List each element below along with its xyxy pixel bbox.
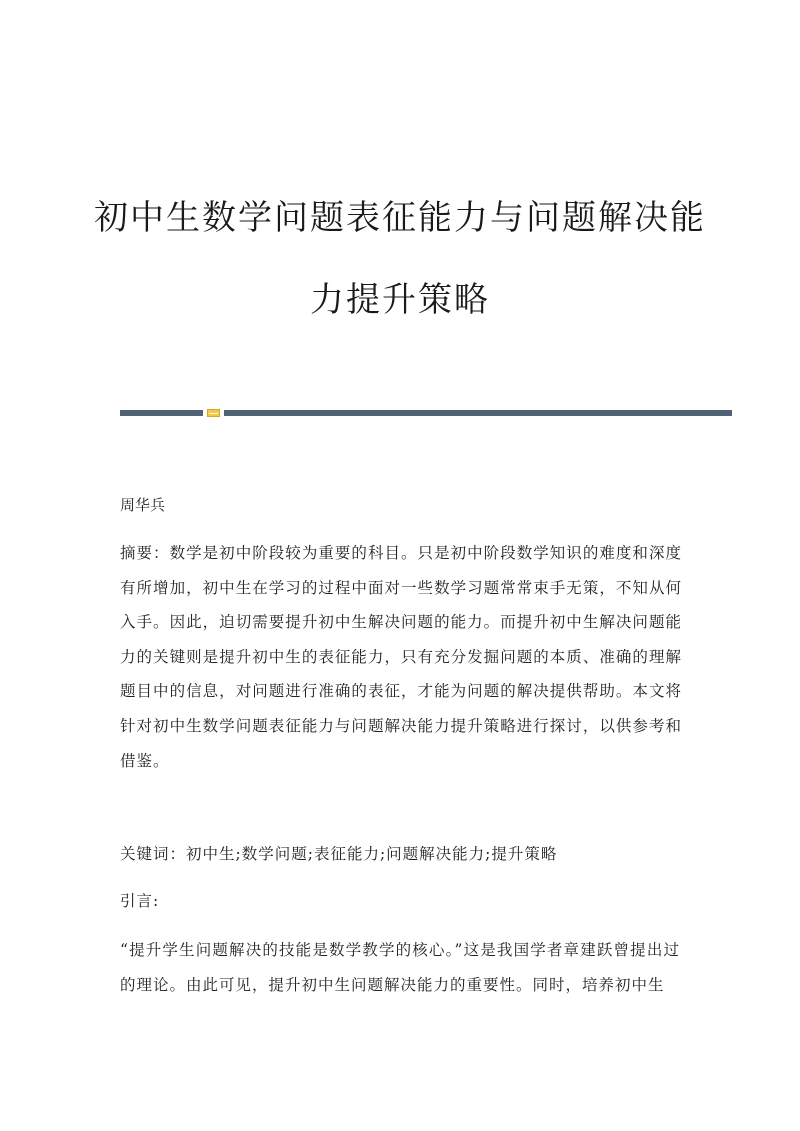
abstract-paragraph: 摘要：数学是初中阶段较为重要的科目。只是初中阶段数学知识的难度和深度有所增加，初中生在学习的过程中面对一些数学习题常常束手无策，不知从何入手。因此，迫切需要提升初中生解决问题的能力。而提升初中生解决问题能力的关键则是提升初中生的表征能力，只有充分发掘问题的本质、准确的理解题目中的信息，对问题进行准确的表征，才能为问题的解决提供帮助。本文将针对初中生数学问题表征能力与问题解决能力提升策略进行探讨，以供参考和借鉴。 [120,544,682,770]
author-name: 周华兵 [120,496,166,514]
divider-ornament-icon [207,409,220,417]
introduction-paragraph: “提升学生问题解决的技能是数学教学的核心。”这是我国学者章建跃曾提出过的理论。由此可见，提升初中生问题解决能力的重要性。同时，培养初中生 [120,941,680,994]
document-title-line-2: 力提升策略 [310,280,490,320]
introduction-heading: 引言: [120,892,160,910]
divider-right-bar [224,410,732,416]
divider-left-bar [120,410,203,416]
title-divider [120,409,732,417]
keywords-line: 关键词：初中生;数学问题;表征能力;问题解决能力;提升策略 [120,845,558,863]
document-title-line-1: 初中生数学问题表征能力与问题解决能 [94,198,706,238]
